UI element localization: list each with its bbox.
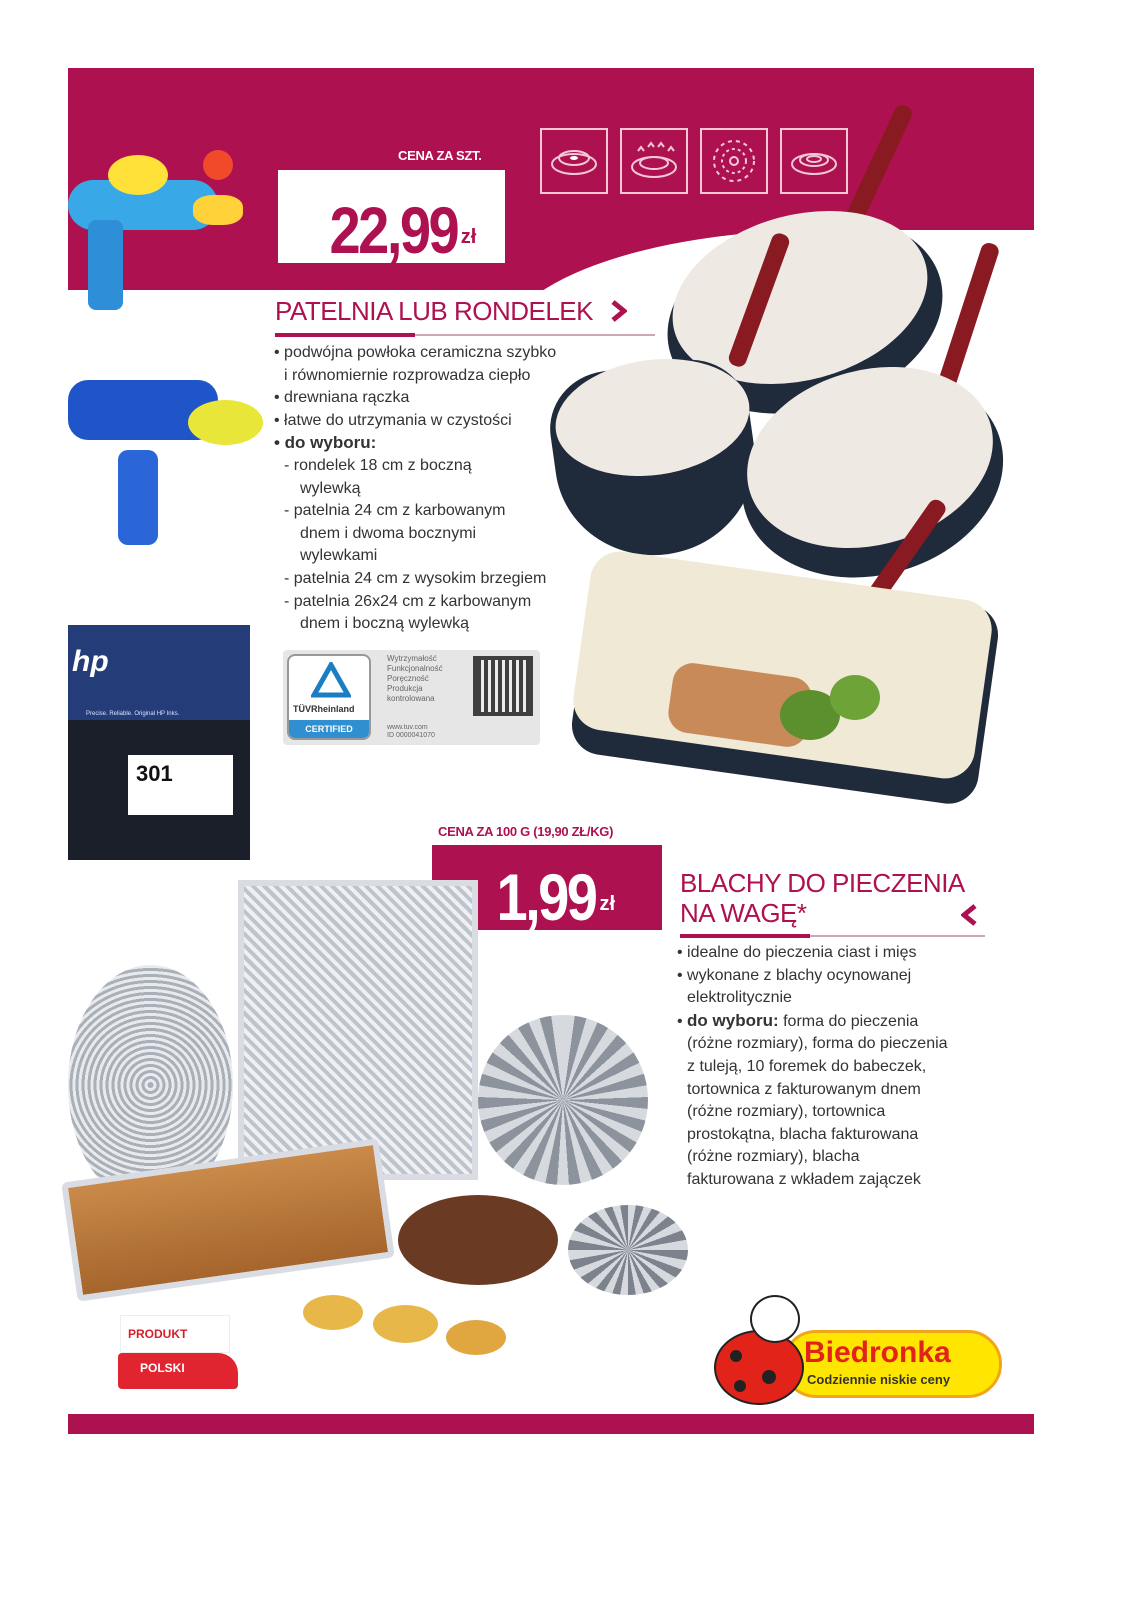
badge-line2: POLSKI	[140, 1361, 185, 1375]
cert-url: www.tuv.com	[387, 724, 428, 731]
feature: fakturowana z wkładem zajączek	[687, 1170, 921, 1188]
cert-line: Wytrzymałość	[387, 654, 437, 663]
logo-slogan: Codziennie niskie ceny	[807, 1372, 951, 1387]
feature: (różne rozmiary), blacha	[687, 1148, 860, 1166]
offer1-title	[275, 296, 627, 326]
badge-line1: PRODUKT	[128, 1327, 188, 1341]
tuv-triangle-icon	[311, 662, 351, 698]
feature: z tuleją, 10 foremek do babeczek,	[687, 1057, 927, 1075]
offer1-title-text: PATELNIA LUB RONDELEK	[275, 296, 593, 326]
price-label-2: CENA ZA 100 G (19,90 ZŁ/KG)	[438, 824, 614, 839]
feature: - rondelek 18 cm z boczną	[284, 456, 472, 474]
offer2-title-line2: NA WAGĘ*	[680, 898, 807, 928]
cert-line: kontrolowana	[387, 694, 435, 703]
offer2-divider	[680, 935, 985, 937]
feature: wylewką	[300, 479, 361, 497]
feature: wylewkami	[300, 547, 378, 565]
price-tag	[278, 170, 505, 267]
offer1-features	[274, 342, 614, 636]
logo-name: Biedronka	[804, 1336, 951, 1369]
feature: • idealne do pieczenia ciast i mięs	[677, 944, 917, 961]
qr-code-icon	[473, 656, 533, 716]
cert-line: Produkcja	[387, 684, 423, 693]
offer2-title	[680, 868, 985, 928]
cert-id: ID 0000041070	[387, 732, 435, 739]
cert-line: Poręczność	[387, 674, 429, 683]
feature: • do wyboru:	[274, 433, 377, 453]
feature: - patelnia 24 cm z karbowanym	[284, 502, 506, 520]
offer1-divider	[275, 334, 655, 336]
bottom-bar	[68, 1414, 1034, 1434]
feature: prostokątna, blacha fakturowana	[687, 1125, 919, 1143]
cartridge-number: 301	[136, 761, 173, 786]
feature: dnem i dwoma bocznymi	[300, 524, 477, 542]
feature: • drewniana rączka	[274, 389, 410, 407]
feature: • łatwe do utrzymania w czystości	[274, 411, 512, 429]
cartridge-tagline: Precise. Reliable. Original HP Inks.	[86, 711, 180, 717]
tuv-brand: TÜVRheinland	[293, 704, 355, 714]
cert-line: Funkcjonalność	[387, 664, 443, 673]
feature: • podwójna powłoka ceramiczna szybko	[274, 344, 557, 361]
hp-cartridge-box	[68, 625, 250, 860]
feature: elektrolitycznie	[687, 989, 792, 1007]
feature: • do wyboru: forma do pieczenia	[677, 1010, 919, 1030]
choice-label: do wyboru:	[687, 1010, 779, 1030]
baking-tins-image	[68, 875, 688, 1365]
chevron-left-icon	[961, 904, 977, 926]
price-currency-2: zł	[599, 893, 616, 915]
ladybug-icon	[714, 1330, 804, 1405]
chevron-right-icon	[611, 300, 627, 322]
hp-logo: hp	[72, 645, 109, 678]
price-label: CENA ZA SZT.	[398, 148, 482, 163]
tuv-certificate	[283, 650, 540, 745]
feature: i równomiernie rozprowadza ciepło	[284, 366, 531, 384]
choice-first: forma do pieczenia	[783, 1012, 919, 1030]
price-value-2: 1,99	[496, 860, 596, 934]
feature: dnem i boczną wylewką	[300, 615, 469, 633]
feature: • wykonane z blachy ocynowanej	[677, 966, 912, 984]
offer2-title-line1: BLACHY DO PIECZENIA	[680, 868, 965, 898]
feature: - patelnia 24 cm z wysokim brzegiem	[284, 569, 547, 587]
offer2-features	[677, 942, 997, 1192]
certified-badge: CERTIFIED	[289, 720, 369, 738]
produkt-polski-badge	[115, 1315, 240, 1390]
water-gun-image-1	[68, 150, 243, 260]
price-currency: zł	[460, 226, 477, 248]
biedronka-logo	[712, 1280, 1002, 1405]
feature: (różne rozmiary), forma do pieczenia	[687, 1035, 948, 1053]
price-value: 22,99	[329, 193, 457, 267]
feature: tortownica z fakturowanym dnem	[687, 1080, 921, 1098]
water-gun-image-2	[68, 360, 258, 550]
feature: (różne rozmiary), tortownica	[687, 1103, 886, 1121]
feature: - patelnia 26x24 cm z karbowanym	[284, 592, 532, 610]
